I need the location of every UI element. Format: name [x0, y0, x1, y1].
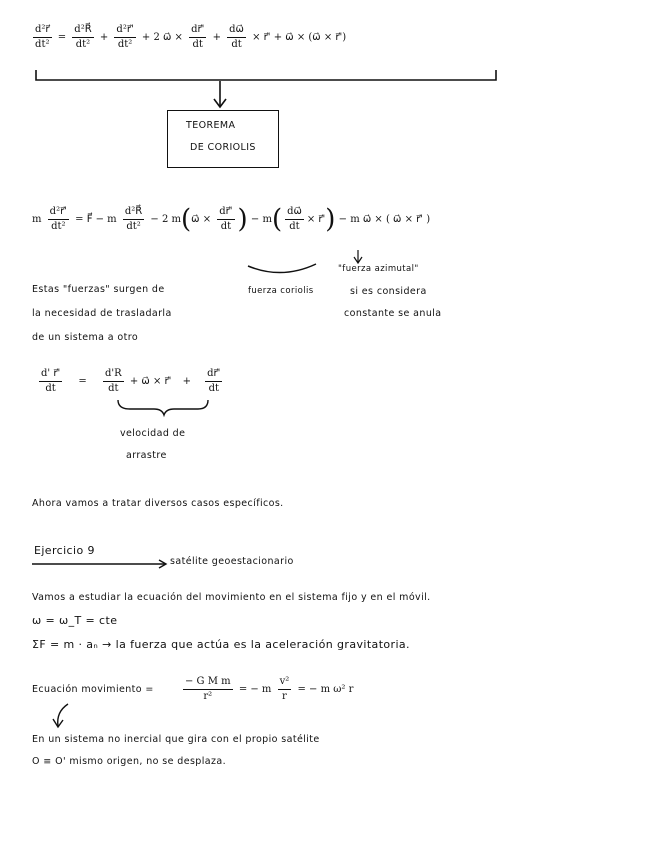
note-left-2: la necesidad de trasladarla — [32, 308, 172, 319]
arrastre-brace — [118, 400, 208, 415]
eq4-gravity-frac: $\frac{\text{− G M m}}{\text{r²}}$ — [185, 676, 231, 702]
eq3-term1: $\frac{d'R}{dt}$ — [104, 368, 122, 394]
eq2-azimutal-frac: $\frac{d\omega⃗}{dt}$ — [287, 206, 302, 232]
eq4-label: Ecuación movimiento = — [32, 684, 154, 695]
eq1-term1: $\frac{\text{d²R⃗}}{\text{dt²}}$ — [74, 24, 92, 50]
final-text-2: O ≡ O' mismo origen, no se desplaza. — [32, 756, 227, 767]
note-left-1: Estas "fuerzas" surgen de — [32, 284, 165, 295]
equation-3: $\frac{d' r⃗'}{dt}$ = $\frac{d'R}{dt}$ + ω⃗ × r⃗' + $\frac{dr⃗'}{dt}$ — [41, 368, 221, 394]
eq4-velocity-frac: $\frac{\text{v²}}{r}$ — [279, 676, 290, 702]
box-line-1: TEOREMA — [186, 120, 236, 131]
eq1-term4: $\frac{d\omega⃗}{dt}$ — [229, 24, 244, 50]
omega-line: ω = ω_T = cte — [32, 614, 118, 627]
eq3-lhs: $\frac{d' r⃗'}{dt}$ — [41, 368, 61, 394]
curved-arrow — [58, 704, 68, 726]
final-text-1: En un sistema no inercial que gira con el propio satélite — [32, 734, 320, 745]
box-line-2: DE CORIOLIS — [190, 142, 256, 153]
exercise-title: Ejercicio 9 — [34, 544, 95, 557]
eq1-lhs: $\frac{\text{d²r⃗}}{\text{dt²}}$ — [35, 24, 50, 50]
eq2-coriolis-frac: $\frac{dr⃗'}{dt}$ — [219, 206, 233, 232]
eq3-term3: $\frac{dr⃗'}{dt}$ — [207, 368, 221, 394]
eq2-term1: $\frac{\text{d²R⃗}}{\text{dt²}}$ — [124, 206, 143, 232]
note-left-3: de un sistema a otro — [32, 332, 139, 343]
intro-text: Ahora vamos a tratar diversos casos específicos. — [32, 498, 284, 509]
bracket-line — [36, 70, 496, 80]
eq1-term2: $\frac{\text{d²r⃗'}}{\text{dt²}}$ — [116, 24, 134, 50]
exercise-topic: satélite geoestacionario — [170, 556, 294, 567]
note-right-2: constante se anula — [344, 308, 442, 319]
sum-forces-line: ΣF = m · aₙ → la fuerza que actúa es la aceleración gravitatoria. — [32, 638, 410, 651]
equation-2: m $\frac{\text{d²r⃗'}}{\text{dt²}}$ = F⃗ − m $\frac{\text{d²R⃗}}{\text{dt²}}$ − 2 m(ω⃗ × $\frac{dr⃗'}{dt}$ ) − m( $\frac{d\omega⃗}{dt}$ × r⃗') − m ω⃗ × ( ω⃗ × r⃗' ) — [32, 204, 431, 235]
note-coriolis: fuerza coriolis — [248, 286, 314, 296]
coriolis-underbrace — [248, 264, 316, 273]
brace-label-2: arrastre — [126, 450, 167, 461]
teorema-coriolis-box — [167, 110, 279, 168]
eq2-lhs: $\frac{\text{d²r⃗'}}{\text{dt²}}$ — [49, 206, 67, 232]
note-azimutal: "fuerza azimutal" — [338, 264, 419, 274]
eq1-term3: $\frac{dr⃗'}{dt}$ — [191, 24, 205, 50]
equation-4: $\frac{\text{− G M m}}{\text{r²}}$ = − m $\frac{\text{v²}}{r}$ = − m ω² r — [185, 676, 354, 702]
azimutal-arrow — [354, 250, 362, 263]
equation-1: $\frac{\text{d²r⃗}}{\text{dt²}}$ = $\frac{\text{d²R⃗}}{\text{dt²}}$ + $\frac{\text{d²r⃗'}}{\text{dt²}}$ + 2 ω⃗ × $\frac{dr⃗'}{dt}$ + $\frac{d\omega⃗}{dt}$ × r⃗' + ω⃗ × (ω⃗ × r⃗') — [35, 24, 347, 50]
note-right-1: si es considera — [350, 286, 427, 297]
body-text-1: Vamos a estudiar la ecuación del movimiento en el sistema fijo y en el móvil. — [32, 592, 431, 603]
brace-label-1: velocidad de — [120, 428, 186, 439]
